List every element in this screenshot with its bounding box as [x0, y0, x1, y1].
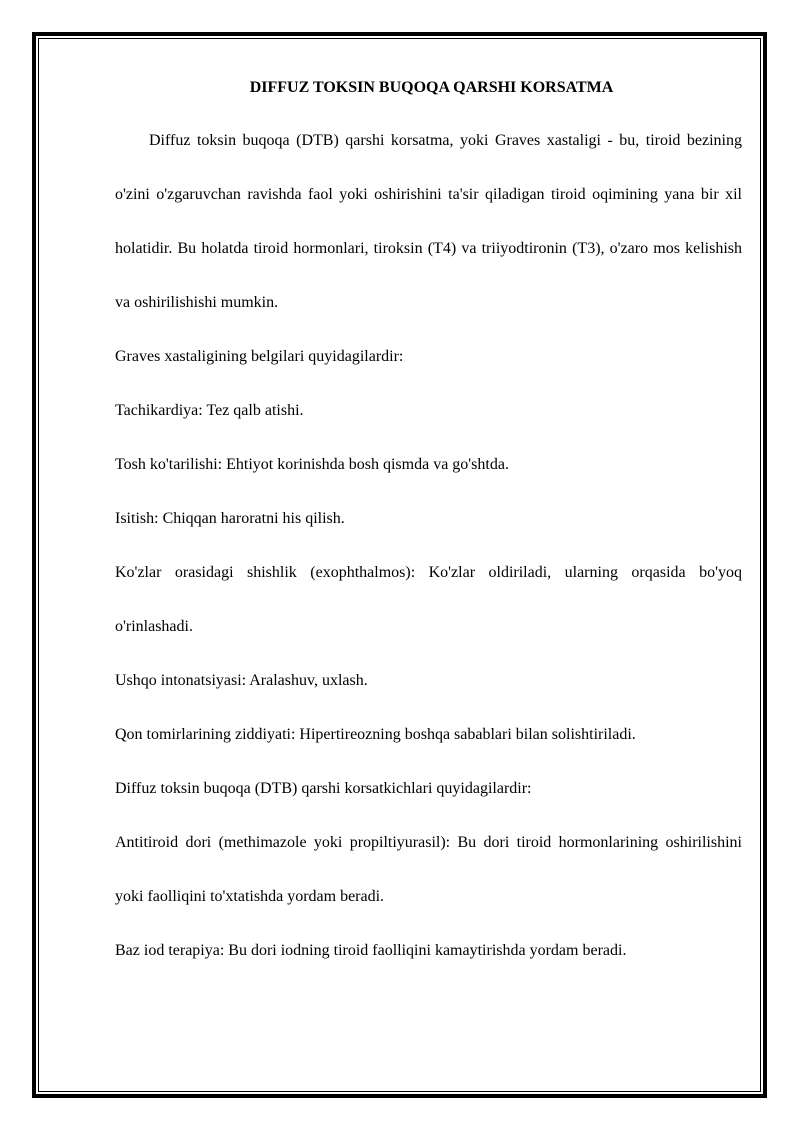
symptom-item: Isitish: Chiqqan haroratni his qilish. [115, 510, 345, 527]
indication-item: Baz iod terapiya: Bu dori iodning tiroid faolliqini kamaytirishda yordam beradi. [115, 942, 627, 959]
document-title: DIFFUZ TOKSIN BUQOQA QARSHI KORSATMA [249, 79, 614, 96]
symptoms-heading: Graves xastaligining belgilari quyidagilardir: [115, 348, 404, 365]
intro-paragraph: Diffuz toksin buqoqa (DTB) qarshi korsatma, yoki Graves xastaligi - bu, tiroid bezining o'zini o'zgaruvchan ravishda faol yoki oshirishini ta'sir qiladigan tiroid oqimining yana bir xil holatidir. Bu holatda tiroid hormonlari, tiroksin (T4) va triiyodtironin (T3), o'zaro mos kelishish va oshirilishishi mumkin. [115, 132, 742, 311]
symptom-item: Ushqo intonatsiyasi: Aralashuv, uxlash. [115, 672, 368, 689]
symptom-item: Qon tomirlarining ziddiyati: Hipertireozning boshqa sabablari bilan solishtiriladi. [115, 726, 636, 743]
symptom-item: Tosh ko'tarilishi: Ehtiyot korinishda bosh qismda va go'shtda. [115, 456, 509, 473]
symptom-item: Ko'zlar orasidagi shishlik (exophthalmos): Ko'zlar oldiriladi, ularning orqasida bo'yoq o'rinlashadi. [115, 564, 742, 635]
document-body [115, 74, 742, 978]
symptom-item: Tachikardiya: Tez qalb atishi. [115, 402, 304, 419]
indication-item: Antitiroid dori (methimazole yoki propiltiyurasil): Bu dori tiroid hormonlarining oshirilishini yoki faolliqini to'xtatishda yordam beradi. [115, 834, 742, 905]
indications-heading: Diffuz toksin buqoqa (DTB) qarshi korsatkichlari quyidagilardir: [115, 780, 532, 797]
